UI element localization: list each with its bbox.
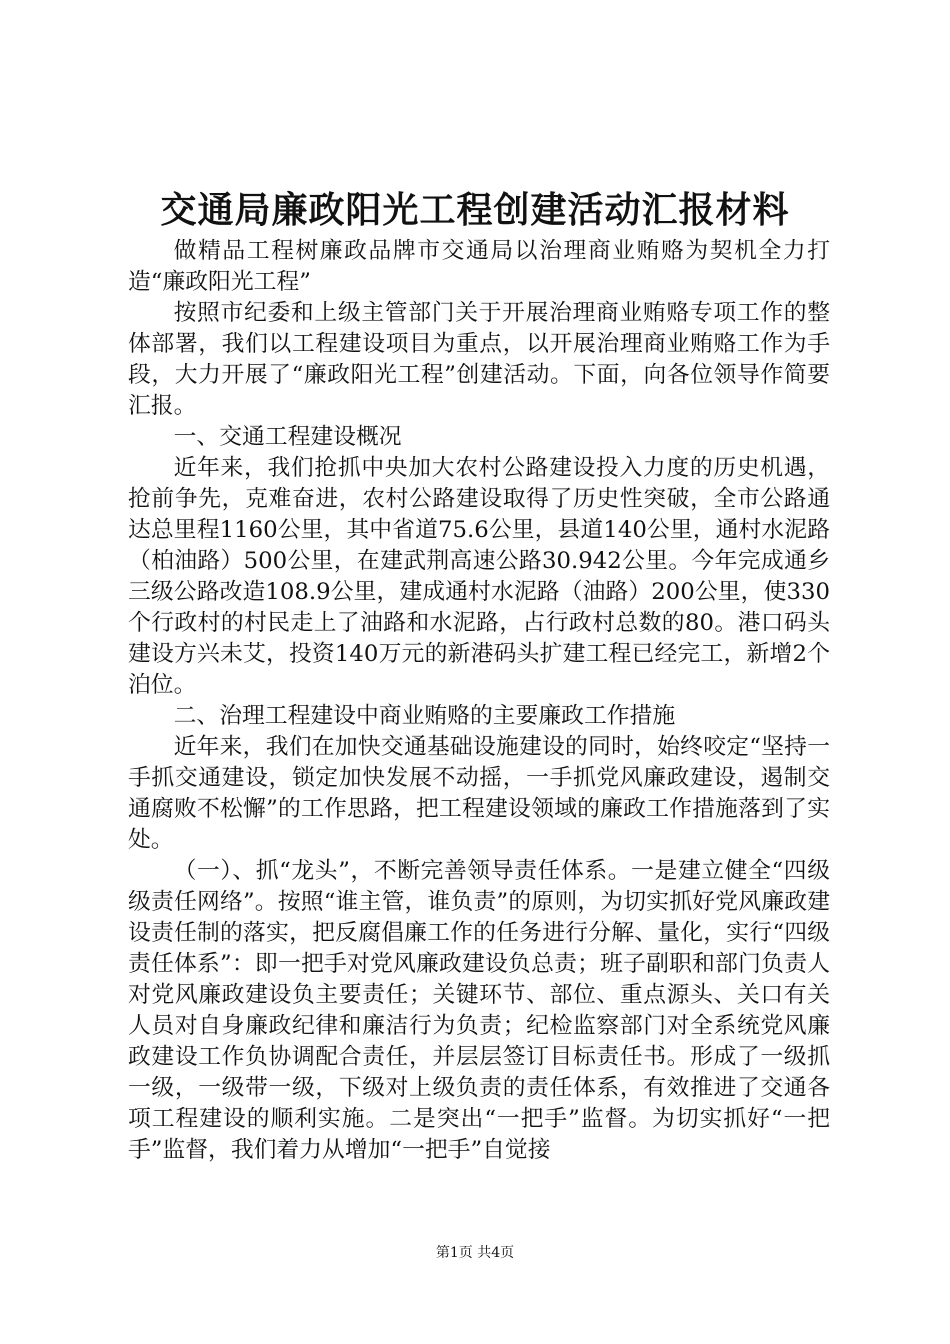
page-footer: 第1页 共4页 — [435, 1245, 515, 1261]
paragraph-intro: 做精品工程树廉政品牌市交通局以治理商业贿赂为契机全力打造“廉政阳光工程” — [128, 238, 830, 295]
paragraph-preface: 按照市纪委和上级主管部门关于开展治理商业贿赂专项工作的整体部署，我们以工程建设项目为重点，以开展治理商业贿赂工作为手段，大力开展了“廉政阳光工程”创建活动。下面，向各位领导作简要汇报。 — [128, 300, 830, 419]
paragraph-responsibility: （一）、抓“龙头”，不断完善领导责任体系。一是建立健全“四级级责任网络”。按照“谁主管，谁负责”的原则，为切实抓好党风廉政建设责任制的落实，把反腐倡廉工作的任务进行分解、量化，实行“四级责任体系”：即一把手对党风廉政建设负总责；班子副职和部门负责人对党风廉政建设负主要责任；关键环节、部位、重点源头、关口有关人员对自身廉政纪律和廉洁行为负责；纪检监察部门对全系统党风廉政建设工作负协调配合责任，并层层签订目标责任书。形成了一级抓一级，一级带一级，下级对上级负责的责任体系，有效推进了交通各项工程建设的顺利实施。二是突出“一把手”监督。为切实抓好“一把手”监督，我们着力从增加“一把手”自觉接 — [128, 858, 830, 1163]
document-title: 交通局廉政阳光工程创建活动汇报材料 — [160, 189, 790, 231]
section-heading-1: 一、交通工程建设概况 — [173, 424, 402, 450]
section-heading-2: 二、治理工程建设中商业贿赂的主要廉政工作措施 — [173, 703, 676, 729]
document-body — [128, 236, 830, 1166]
paragraph-overview: 近年来，我们抢抓中央加大农村公路建设投入力度的历史机遇，抢前争先，克难奋进，农村公路建设取得了历史性突破，全市公路通达总里程1160公里，其中省道75.6公里，县道140公里，通村水泥路（柏油路）500公里，在建武荆高速公路30.942公里。今年完成通乡三级公路改造108.9公里，建成通村水泥路（油路）200公里，使330个行政村的村民走上了油路和水泥路，占行政村总数的80。港口码头建设方兴未艾，投资140万元的新港码头扩建工程已经完工，新增2个泊位。 — [128, 455, 830, 698]
paragraph-measures: 近年来，我们在加快交通基础设施建设的同时，始终咬定“坚持一手抓交通建设，锁定加快发展不动摇，一手抓党风廉政建设，遏制交通腐败不松懈”的工作思路，把工程建设领域的廉政工作措施落到了实处。 — [128, 734, 830, 853]
